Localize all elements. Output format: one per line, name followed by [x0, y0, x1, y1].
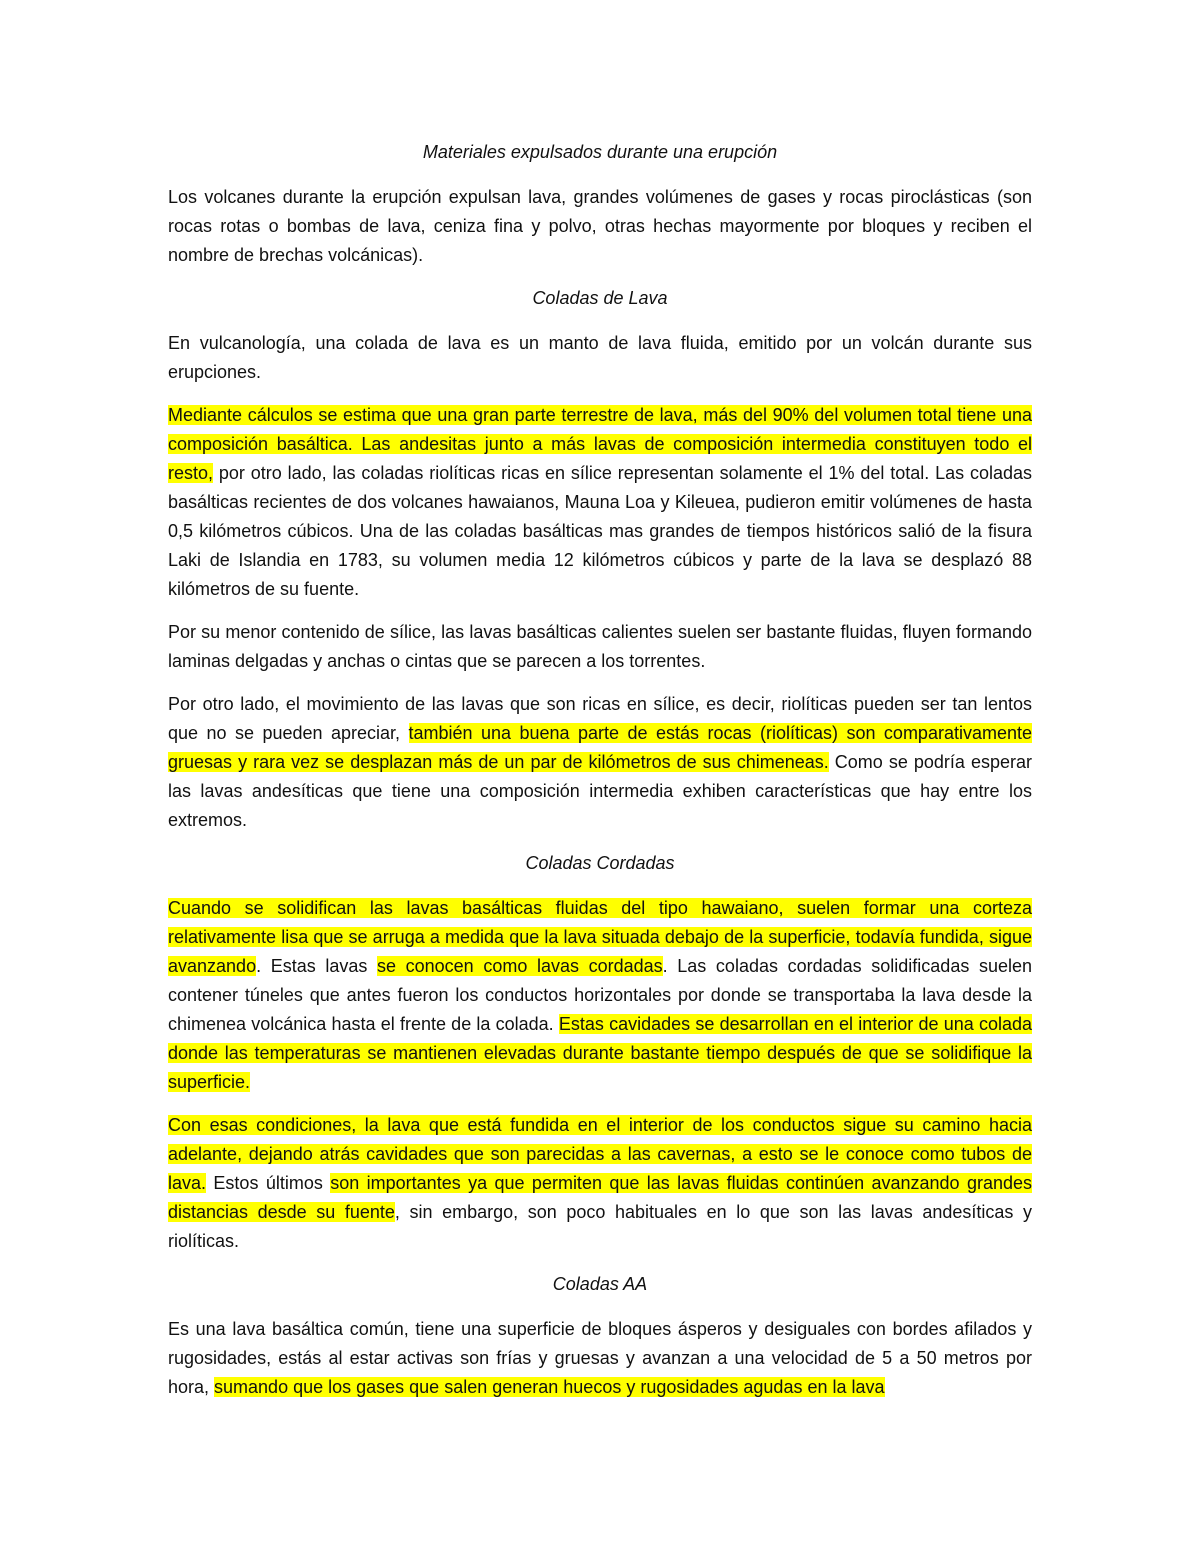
coladas-lava-paragraph-3: Por su menor contenido de sílice, las lavas basálticas calientes suelen ser bastante fluidas, fluyen formando laminas delgadas y anchas o cintas que se parecen a los torrentes. — [168, 622, 1032, 671]
highlighted-text: Mediante cálculos se estima que una gran parte terrestre de lava, más del 90% del volumen total tiene una composición basáltica. Las andesitas junto a más lavas de composición intermedia constituyen todo el resto, — [168, 405, 1032, 483]
paragraph-text: Es una lava basáltica común, tiene una superficie de bloques ásperos y desiguales con bordes afilados y rugosidades, estás al estar activas son frías y gruesas y avanzan a una velocidad de 5 a 50 metros por hora, — [168, 1319, 1032, 1397]
highlighted-text: también una buena parte de estás rocas (riolíticas) son comparativamente gruesas y rara vez se desplazan más de un par de kilómetros de sus chimeneas. — [168, 723, 1033, 772]
coladas-lava-paragraph-4 — [168, 690, 1032, 835]
coladas-lava-paragraph-2 — [168, 401, 1032, 604]
coladas-lava-paragraph-1: En vulcanología, una colada de lava es un manto de lava fluida, emitido por un volcán durante sus erupciones. — [168, 333, 1032, 382]
coladas-cordadas-paragraph-2 — [168, 1111, 1032, 1256]
highlighted-text: Cuando se solidifican las lavas basálticas fluidas del tipo hawaiano, suelen formar una corteza relativamente lisa que se arruga a medida que la lava situada debajo de la superficie, todavía fundida, sigue avanzando — [168, 898, 1032, 976]
section-heading-coladas-aa: Coladas AA — [552, 1274, 648, 1294]
document-title: Materiales expulsados durante una erupción — [422, 142, 778, 162]
section-heading-coladas-cordadas: Coladas Cordadas — [525, 853, 675, 873]
highlighted-text: sumando que los gases que salen generan huecos y rugosidades agudas en la lava — [214, 1377, 885, 1397]
highlighted-text: Con esas condiciones, la lava que está fundida en el interior de los conductos sigue su camino hacia adelante, dejando atrás cavidades que son parecidas a las cavernas, a esto se le conoce como tubos de lava. — [168, 1115, 1032, 1193]
paragraph-text: por otro lado, las coladas riolíticas ricas en sílice representan solamente el 1% del total. Las coladas basálticas recientes de dos volcanes hawaianos, Mauna Loa y Kileuea, pudieron emitir volúmenes de hasta 0,5 kilómetros cúbicos. Una de las coladas basálticas mas grandes de tiempos históricos salió de la fisura Laki de Islandia en 1783, su volumen media 12 kilómetros cúbicos y parte de la lava se desplazó 88 kilómetros de su fuente. — [168, 463, 1032, 599]
paragraph-text: Estos últimos — [206, 1173, 331, 1193]
intro-paragraph: Los volcanes durante la erupción expulsan lava, grandes volúmenes de gases y rocas piroclásticas (son rocas rotas o bombas de lava, ceniza fina y polvo, otras hechas mayormente por bloques y reciben el nombre de brechas volcánicas). — [168, 187, 1032, 265]
highlighted-text: Estas cavidades se desarrollan en el interior de una colada donde las temperaturas se mantienen elevadas durante bastante tiempo después de que se solidifique la superficie. — [168, 1014, 1032, 1092]
coladas-cordadas-paragraph-1 — [168, 894, 1032, 1097]
paragraph-text: Por otro lado, el movimiento de las lavas que son ricas en sílice, es decir, riolíticas pueden ser tan lentos que no se pueden apreciar, — [168, 694, 1032, 743]
paragraph-text: , sin embargo, son poco habituales en lo que son las lavas andesíticas y riolíticas. — [168, 1202, 1032, 1251]
paragraph-text: Como se podría esperar las lavas andesíticas que tiene una composición intermedia exhiben características que hay entre los extremos. — [168, 752, 1032, 830]
highlighted-text: son importantes ya que permiten que las lavas fluidas continúen avanzando grandes distancias desde su fuente — [168, 1173, 1032, 1222]
paragraph-text: . Las coladas cordadas solidificadas suelen contener túneles que antes fueron los conductos horizontales por donde se transportaba la lava desde la chimenea volcánica hasta el frente de la colada. — [168, 956, 1032, 1034]
paragraph-text: . Estas lavas — [256, 956, 377, 976]
coladas-aa-paragraph-1 — [168, 1315, 1032, 1402]
highlighted-text: se conocen como lavas cordadas — [377, 956, 663, 976]
section-heading-coladas-de-lava: Coladas de Lava — [532, 288, 668, 308]
